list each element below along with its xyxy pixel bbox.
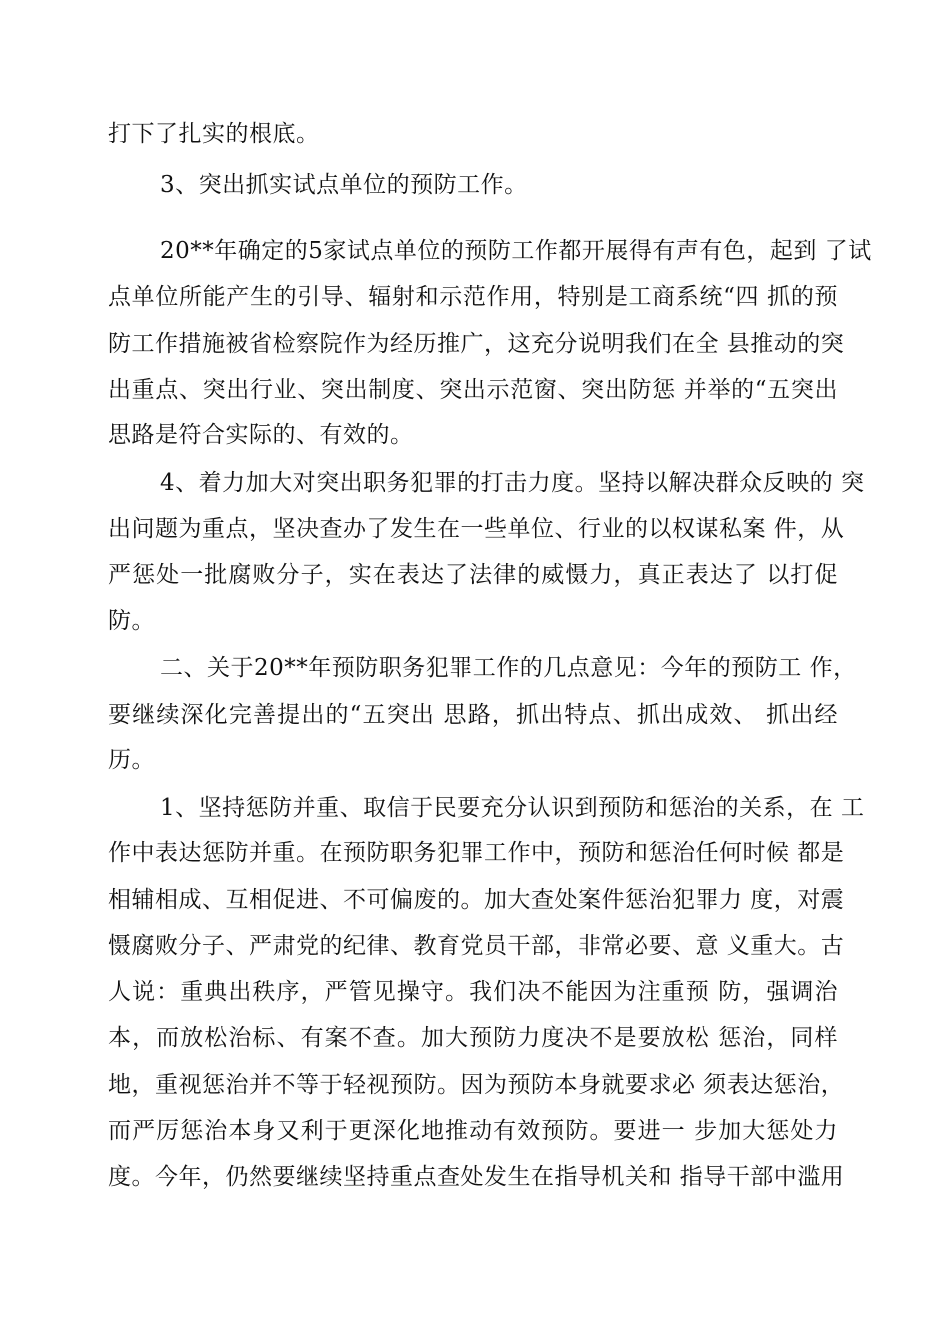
- text-line: 地，重视惩治并不等于轻视预防。因为预防本身就要求必 须表达惩治，: [108, 1072, 845, 1098]
- section-heading: 4、着力加大对突出职务犯罪的打击力度。坚持以解决群众反映的 突: [160, 470, 865, 496]
- text-line: 相辅相成、互相促进、不可偏废的。加大查处案件惩治犯罪力 度，对震: [108, 887, 845, 913]
- text-line: 要继续深化完善提出的“五突出 思路，抓出特点、抓出成效、 抓出经: [108, 702, 838, 728]
- text-line: 而严厉惩治本身又利于更深化地推动有效预防。要进一 步加大惩处力: [108, 1118, 838, 1144]
- text-line: 打下了扎实的根底。: [108, 121, 320, 147]
- text-line: 防工作措施被省检察院作为经历推广，这充分说明我们在全 县推动的突: [108, 331, 845, 357]
- text-line: 出重点、突出行业、突出制度、突出示范窗、突出防惩 并举的“五突出: [108, 377, 838, 403]
- text-line: 慑腐败分子、严肃党的纪律、教育党员干部，非常必要、意 义重大。古: [108, 933, 845, 959]
- text-line: 出问题为重点，坚决查办了发生在一些单位、行业的以权谋私案 件，从: [108, 516, 845, 542]
- section-heading: 1、坚持惩防并重、取信于民要充分认识到预防和惩治的关系，在 工: [160, 795, 865, 821]
- text-line: 历。: [108, 747, 155, 773]
- text-line: 人说：重典出秩序，严管见操守。我们决不能因为注重预 防，强调治: [108, 979, 838, 1005]
- section-heading: 3、突出抓实试点单位的预防工作。: [160, 172, 528, 198]
- text-line: 思路是符合实际的、有效的。: [108, 422, 414, 448]
- text-line: 度。今年，仍然要继续坚持重点查处发生在指导机关和 指导干部中滥用: [108, 1164, 845, 1190]
- text-line: 点单位所能产生的引导、辐射和示范作用，特别是工商系统“四 抓的预: [108, 284, 838, 310]
- text-line: 20**年确定的5家试点单位的预防工作都开展得有声有色，起到 了试: [160, 238, 872, 264]
- section-heading: 二、关于20**年预防职务犯罪工作的几点意见：今年的预防工 作，: [160, 655, 857, 681]
- text-line: 防。: [108, 608, 155, 634]
- text-line: 本，而放松治标、有案不查。加大预防力度决不是要放松 惩治，同样: [108, 1025, 838, 1051]
- text-line: 严惩处一批腐败分子，实在表达了法律的威慑力，真正表达了 以打促: [108, 562, 838, 588]
- text-line: 作中表达惩防并重。在预防职务犯罪工作中，预防和惩治任何时候 都是: [108, 840, 845, 866]
